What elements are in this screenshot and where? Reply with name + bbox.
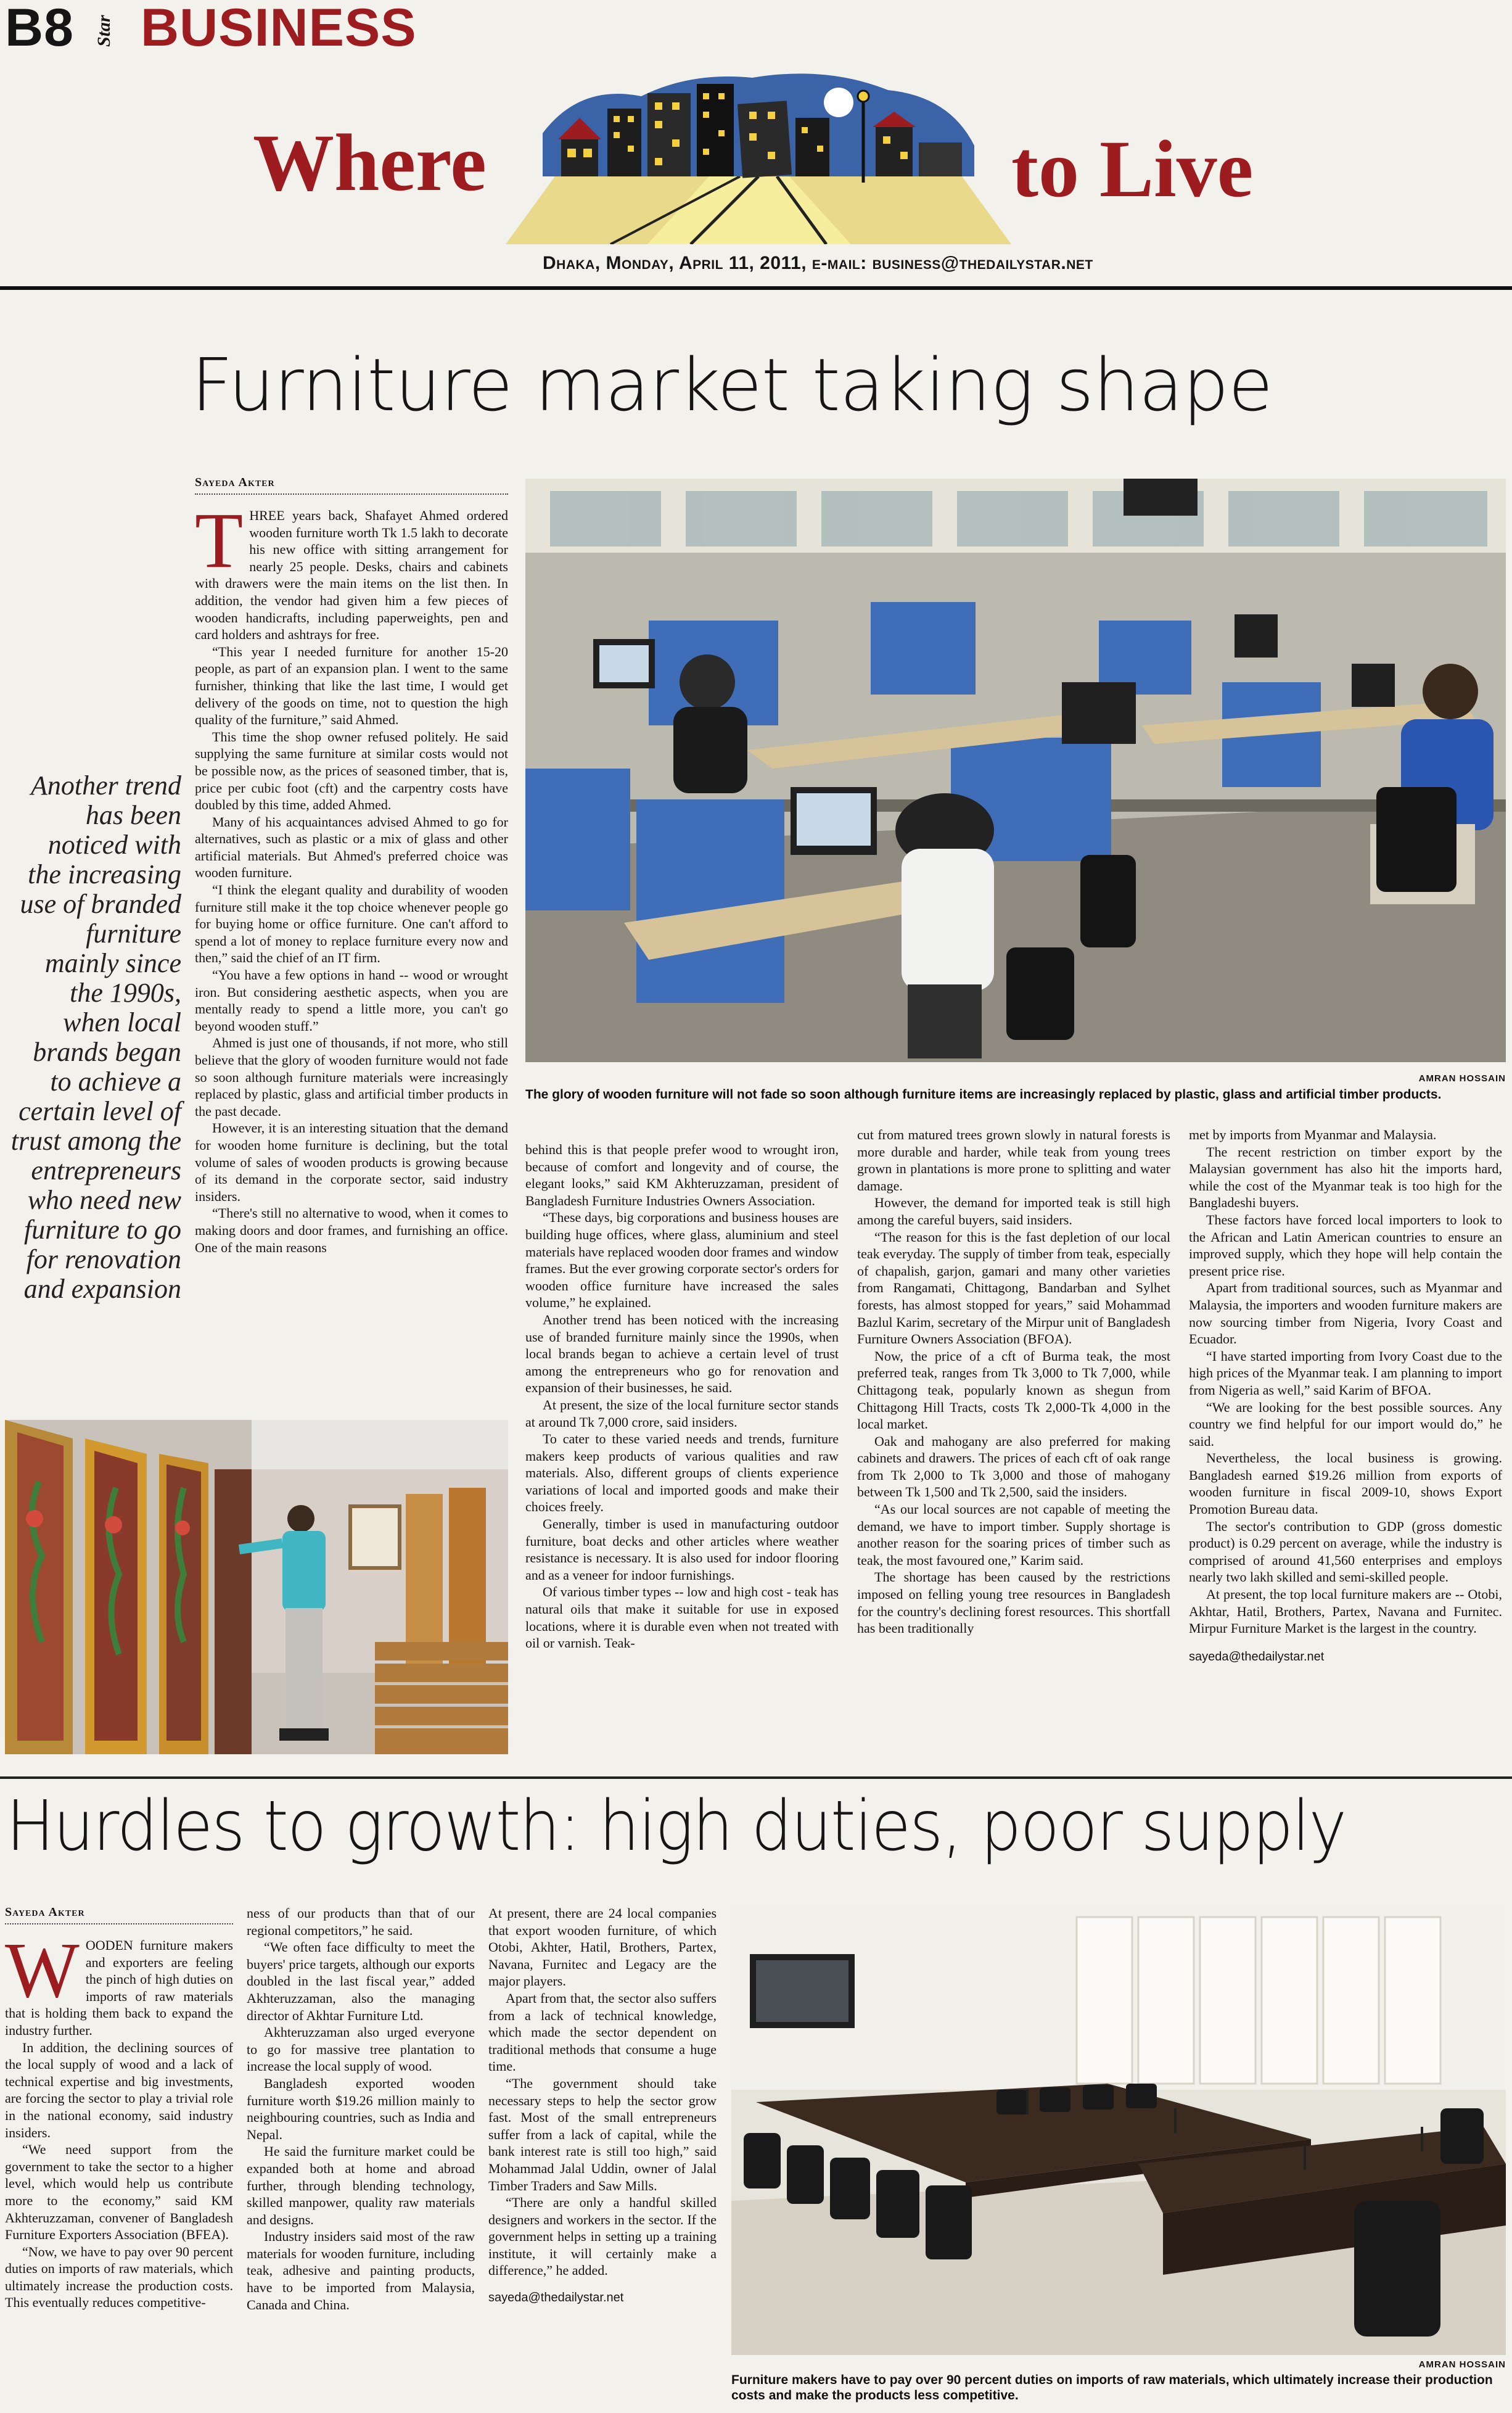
article1-column-3 — [857, 1126, 1170, 1637]
article1-paragraph: “I have started importing from Ivory Coast due to the high prices of the Myanmar teak. I am planning to import from Nigeria as well,” said Karim of BFOA. — [1189, 1348, 1502, 1398]
article1-byline: Sayeda Akter — [195, 476, 508, 495]
door-shop-photo — [5, 1420, 508, 1754]
article1-paragraph: This time the shop owner refused politely. He said supplying the same furniture at similar costs would not be possible now, as the prices of seasoned timber, that is, price per cubic foot (cft) and the carpentry costs have doubled by this time, added Ahmed. — [195, 728, 508, 813]
top-rule — [0, 286, 1512, 290]
article1-paragraph: At present, the size of the local furniture sector stands at around Tk 7,000 crore, said insiders. — [525, 1396, 839, 1430]
article2-headline: Hurdles to growth: high duties, poor supply — [6, 1786, 1346, 1866]
article1-paragraph: Ahmed is just one of thousands, if not more, who still believe that the glory of wooden furniture would not fade so soon although furniture materials were increasingly replaced by plastic, glass and artificial timber products in the past decade. — [195, 1035, 508, 1119]
article1-paragraph: Generally, timber is used in manufacturing outdoor furniture, boat decks and other articles where weather resistance is necessary. It is also used for indoor flooring and as a veneer for indoor furnishings. — [525, 1516, 839, 1583]
article2-paragraph: Industry insiders said most of the raw materials for wooden furniture, including teak, adhesive and painting products, have to be imported from Malaysia, Canada and China. — [247, 2229, 475, 2312]
article1-paragraph: However, it is an interesting situation that the demand for wooden home furniture is declining, but the total volume of sales of wooden products is growing because of its demand in the corporate sector, said industry insiders. — [195, 1120, 508, 1204]
article1-column-4 — [1189, 1126, 1502, 1663]
article1-paragraph: The recent restriction on timber export by the Malaysian government has also hit the imports hard, while the cost of the Myanmar teak is too high for the Bangladeshi buyers. — [1189, 1144, 1502, 1211]
article1-paragraph: “The reason for this is the fast depletion of our local teak everyday. The supply of timber from teak, especially of chapalish, garjon, gamari and many other varieties from Rangamati, Chittagong, Bandarban and Sylhet forests, has almost stopped for years,” said Mohammad Bazlul Karim, secretary of the Mirpur unit of Bangladesh Furniture Owners Association (BFOA). — [857, 1229, 1170, 1347]
article2-column-2 — [247, 1905, 475, 2313]
article1-paragraph: “These days, big corporations and business houses are building huge offices, where glass, aluminium and steel materials have replaced wooden door frames and window frames. But the ever growing corporate sector's orders for wooden office furniture have increased the sales volume,” he explained. — [525, 1210, 839, 1311]
drop-cap: T — [195, 497, 244, 584]
city-skyline-logo — [506, 59, 1011, 244]
article1-paragraph: However, the demand for imported teak is still high among the careful buyers, said insiders. — [857, 1195, 1170, 1227]
article1-paragraph: The sector's contribution to GDP (gross domestic product) is 0.29 percent on average, while the industry is comprised of around 41,560 enterprises and employs nearly two lakh skilled and semi-skilled people. — [1189, 1518, 1502, 1585]
article2-paragraph: At present, there are 24 local companies that export wooden furniture, of which Otobi, Akhter, Hatil, Brothers, Partex, Navana, Furnitec and Legacy are the major players. — [488, 1905, 717, 1989]
article1-paragraph: “There's still no alternative to wood, when it comes to making doors and door frames, and furnishing an office. One of the main reasons — [195, 1205, 508, 1255]
article1-paragraph: Nevertheless, the local business is growing. Bangladesh earned $19.26 million from exports of wooden furniture in fiscal 2009-10, shows Export Promotion Bureau data. — [1189, 1450, 1502, 1517]
article1-column-2 — [525, 1141, 839, 1652]
article1-paragraph: behind this is that people prefer wood to wrought iron, because of comfort and longevity and of course, the elegant looks,” said KM Akhteruzzaman, president of Bangladesh Furniture Industries Owners Association. — [525, 1142, 839, 1208]
article2-paragraph: WOODEN furniture makers and exporters are feeling the pinch of high duties on imports of raw materials that is holding them back to expand the industry further. — [5, 1926, 233, 2038]
article1-paragraph: cut from matured trees grown slowly in natural forests is more durable and harder, while teak from young trees grown in plantations is more prone to splitting and water damage. — [857, 1127, 1170, 1194]
author-email[interactable]: sayeda@thedailystar.net — [1189, 1649, 1325, 1664]
page-number: B8 — [5, 0, 74, 57]
article1-paragraph: Now, the price of a cft of Burma teak, the most preferred teak, ranges from Tk 3,000 to Tk 7,000, while Chittagong teak, popularly known as shegun from Chittagong Hill Tracts, costs Tk 2,000-Tk 4,000 in the local market. — [857, 1348, 1170, 1432]
article1-paragraph: Apart from traditional sources, such as Myanmar and Malaysia, the importers and wooden furniture makers are now sourcing timber from Nigeria, Ivory Coast and Ecuador. — [1189, 1280, 1502, 1347]
article1-paragraph: To cater to these varied needs and trends, furniture makers keep products of various qualities and raw materials. Also, different groups of clients experience variations of local and imported goods and make their choices freely. — [525, 1431, 839, 1515]
article1-headline: Furniture market taking shape — [191, 342, 1273, 427]
article1-paragraph: “I think the elegant quality and durability of wooden furniture still make it the top choice whenever people go for buying home or office furniture. One can't afford to spend a lot of money to replace furniture every now and then,” said the chief of an IT firm. — [195, 882, 508, 966]
article2-column-1 — [5, 1926, 233, 2311]
article1-paragraph: Of various timber types -- low and high cost - teak has natural oils that make it suitable for use in exposed locations, where it is durable even when not treated with oil or varnish. Teak- — [525, 1584, 839, 1651]
article1-paragraph: met by imports from Myanmar and Malaysia. — [1189, 1127, 1437, 1142]
article2-paragraph: “We often face difficulty to meet the buyers' price targets, although our exports doubled in the last fiscal year,” added Akhteruzzaman, also the managing director of Akhtar Furniture Ltd. — [247, 1939, 475, 2023]
article2-paragraph: Bangladesh exported wooden furniture worth $19.26 million mainly to neighbouring countries, such as India and Nepal. — [247, 2075, 475, 2142]
article2-paragraph: “Now, we have to pay over 90 percent duties on imports of raw materials, which ultimately increase the production costs. This eventually reduces competitive- — [5, 2243, 233, 2311]
supplement-title-left: Where — [253, 117, 487, 208]
article1-paragraph: THREE years back, Shafayet Ahmed ordered wooden furniture worth Tk 1.5 lakh to decorate his new office with sitting arrangement for nearly 25 people. Desks, chairs and cabinets with drawers were the main items on the list then. In addition, the vendor had given him a few pieces of wooden handicrafts, including paperweights, pen and card holders and ashtrays for free. — [195, 497, 508, 643]
article1-paragraph: The shortage has been caused by the restrictions imposed on felling young tree resources in Bangladesh for the country's declining forest resources. This shortfall has been traditionally — [857, 1569, 1170, 1636]
article1-byline-wrap — [195, 476, 508, 495]
article1-paragraph: “We are looking for the best possible sources. Any country we find helpful for our import would do,” he said. — [1189, 1399, 1502, 1449]
article2-column-3 — [488, 1905, 717, 2304]
pull-quote: Another trend has been noticed with the increasing use of branded furniture mainly since the 1990s, when local brands began to achieve a certain level of trust among the entrepreneurs who need new furniture to go for renovation and expansion — [10, 770, 181, 1304]
lead-word: OODEN — [85, 1937, 133, 1953]
photo-credit: AMRAN HOSSAIN — [1418, 2359, 1506, 2370]
photo-caption: Furniture makers have to pay over 90 percent duties on imports of raw materials, which ultimately increase their production costs and make the products less competitive. — [731, 2373, 1493, 2403]
article1-paragraph: Another trend has been noticed with the increasing use of branded furniture mainly since the 1990s, when local brands began to achieve a certain level of trust among the entrepreneurs who go for renovation and expansion of their businesses, he said. — [525, 1311, 839, 1396]
article1-paragraph: “You have a few options in hand -- wood or wrought iron. But considering aesthetic aspects, when you are mentally ready to spend a little more, you can't go beyond wooden stuff.” — [195, 967, 508, 1034]
conference-room-photo — [731, 1905, 1506, 2355]
article2-paragraph: In addition, the declining sources of the local supply of wood and a lack of technical expertise and big investments, are forcing the sector to play a trivial role in the national economy, said industry insiders. — [5, 2039, 233, 2140]
article1-column-1 — [195, 497, 508, 1256]
drop-cap: W — [5, 1926, 80, 2014]
masthead — [0, 0, 1512, 290]
article2-paragraph: He said the furniture market could be expanded both at home and abroad further, through blending technology, skilled manpower, quality raw materials and designs. — [247, 2143, 475, 2227]
article1-paragraph: These factors have forced local importers to look to the African and Latin American countries to ensure an improved supply, which they hope will help contain the present price rise. — [1189, 1211, 1502, 1279]
author-email[interactable]: sayeda@thedailystar.net — [488, 2291, 624, 2305]
article2-byline-wrap — [5, 1906, 233, 1924]
photo-credit: AMRAN HOSSAIN — [1418, 1073, 1506, 1084]
supplement-title-right: to Live — [1011, 123, 1254, 214]
article2-paragraph: Akhteruzzaman also urged everyone to go for massive tree plantation to increase the local supply of wood. — [247, 2024, 475, 2074]
article2-paragraph: “The government should take necessary steps to help the sector grow fast. Most of the small entrepreneurs suffer from a lack of capital, while the bank interest rate is still too high,” said Mohammad Jalal Uddin, owner of Jalal Timber Traders and Saw Mills. — [488, 2075, 717, 2193]
section-title: BUSINESS — [141, 0, 417, 57]
article1-paragraph: Oak and mahogany are also preferred for making cabinets and drawers. The prices of each cft of oak range from Tk 2,000 to Tk 3,000 and those of mahogany between Tk 1,500 and Tk 2,500, said the insiders. — [857, 1433, 1170, 1500]
article1-paragraph: “This year I needed furniture for another 15-20 people, as part of an expansion plan. I went to the same furnisher, thinking that like the last time, I would get delivery of the goods on time, not to question the high quality of the furniture,” said Ahmed. — [195, 643, 508, 728]
photo-caption: The glory of wooden furniture will not fade so soon although furniture items are increasingly replaced by plastic, glass and artificial timber products. — [525, 1087, 1442, 1102]
article2-paragraph: Apart from that, the sector also suffers from a lack of technical knowledge, which made the sector dependent on traditional methods that consume a huge time. — [488, 1990, 717, 2074]
section-rule — [0, 1776, 1512, 1779]
lead-word: HREE — [249, 508, 285, 523]
article1-paragraph: At present, the top local furniture makers are -- Otobi, Akhtar, Hatil, Brothers, Partex, Navana and Furnitec. Mirpur Furniture Market is the largest in the country. — [1189, 1586, 1502, 1636]
office-photo — [525, 479, 1506, 1062]
article2-paragraph: “We need support from the government to take the sector to a higher level, which would help us contribute more to the economy,” said KM Akhteruzzaman, convener of Bangladesh Furniture Exporters Association (BFEA). — [5, 2142, 233, 2243]
article2-byline: Sayeda Akter — [5, 1906, 233, 1924]
article1-paragraph: “As our local sources are not capable of meeting the demand, we have to import timber. Supply shortage is another reason for the soaring prices of timber such as teak, the most favoured one,” Karim said. — [857, 1501, 1170, 1568]
article1-paragraph: Many of his acquaintances advised Ahmed to go for alternatives, such as plastic or a mix of glass and other artificial materials. But Ahmed's preferred choice was wooden furniture. — [195, 814, 508, 881]
dateline: Dhaka, Monday, April 11, 2011, e-mail: business@thedailystar.net — [543, 253, 1093, 273]
article2-paragraph: “There are only a handful skilled designers and workers in the sector. If the government helps in setting up a training institute, it will certainly make a difference,” he added. — [488, 2195, 717, 2279]
article2-paragraph: ness of our products than that of our regional competitors,” he said. — [247, 1905, 475, 1938]
star-logo: Star — [94, 15, 114, 47]
